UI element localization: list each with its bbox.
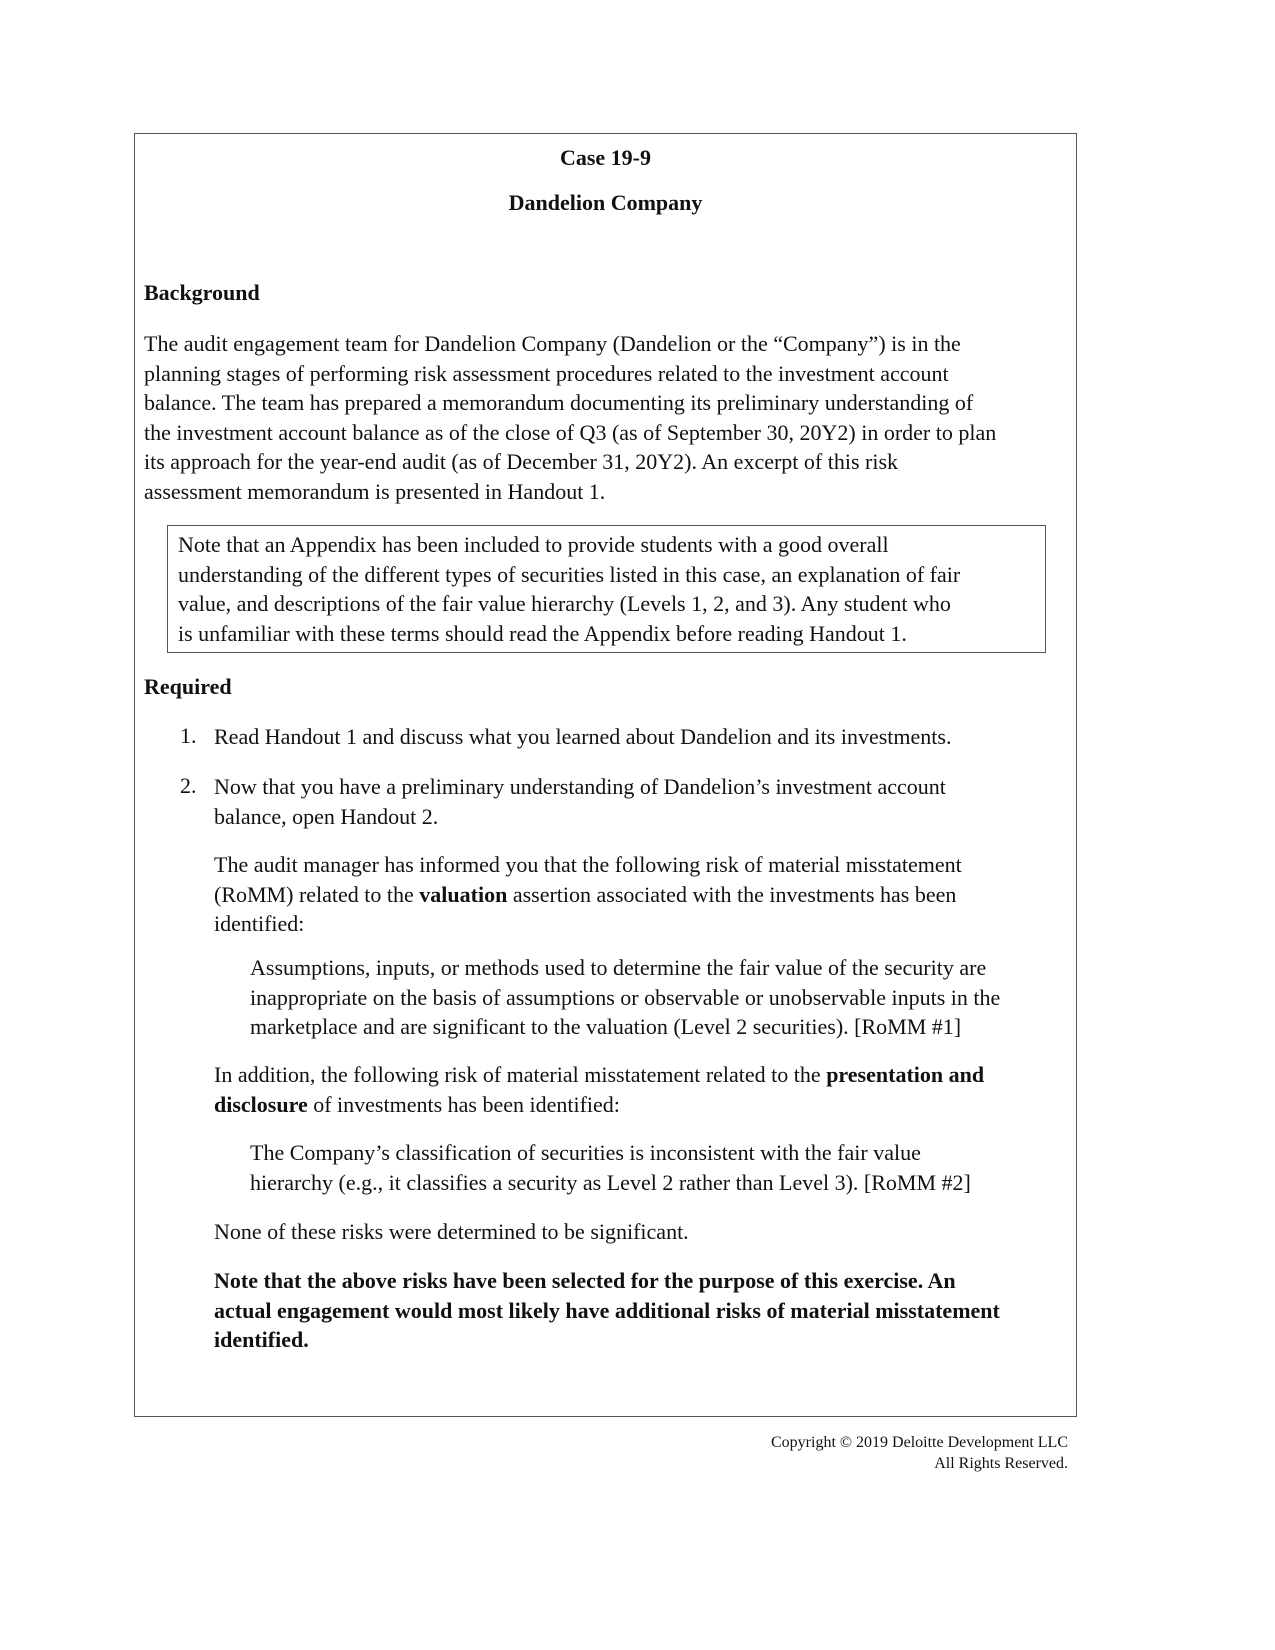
case-title: Dandelion Company — [508, 190, 703, 215]
text-line: Note that an Appendix has been included to provide students with a good overall — [178, 532, 889, 557]
bold-text: presentation and — [826, 1062, 985, 1087]
text-line — [214, 1090, 984, 1120]
text-segment: of investments has been identified: — [307, 1091, 620, 1117]
text-line: The audit engagement team for Dandelion Company (Dandelion or the “Company”) is in the — [144, 331, 961, 356]
text-line: balance, open Handout 2. — [214, 803, 439, 829]
item-2-text — [214, 772, 946, 831]
background-paragraph — [144, 329, 996, 506]
none-significant-paragraph — [214, 1217, 689, 1247]
text-line: value, and descriptions of the fair value hierarchy (Levels 1, 2, and 3). Any student who — [178, 591, 951, 616]
text-line: Read Handout 1 and discuss what you learned about Dandelion and its investments. — [214, 724, 952, 749]
text-line — [214, 880, 962, 910]
text-line: planning stages of performing risk assessment procedures related to the investment account — [144, 360, 949, 386]
manager-paragraph — [214, 850, 962, 939]
text-line: balance. The team has prepared a memorandum documenting its preliminary understanding of — [144, 390, 974, 415]
addition-paragraph — [214, 1060, 984, 1119]
footer-copyright: Copyright © 2019 Deloitte Development LLC — [771, 1434, 1068, 1451]
romm-1-quote — [250, 953, 1000, 1042]
text-line: Now that you have a preliminary understanding of Dandelion’s investment account — [214, 774, 946, 799]
bold-text: Note that the above risks have been selected for the purpose of this exercise. An — [214, 1268, 956, 1293]
text-line: inappropriate on the basis of assumptions or observable or unobservable inputs in the — [250, 984, 1001, 1010]
text-line: assessment memorandum is presented in Handout 1. — [144, 478, 606, 504]
item-1-text — [214, 722, 951, 752]
text-segment: (RoMM) related to the — [214, 881, 420, 907]
background-heading: Background — [144, 280, 260, 305]
bold-text: actual engagement would most likely have additional risks of material misstatement — [214, 1297, 1000, 1323]
bold-text: disclosure — [214, 1091, 308, 1117]
text-line: understanding of the different types of securities listed in this case, an explanation of fair — [178, 561, 961, 587]
exercise-note-paragraph — [214, 1266, 1000, 1355]
footer-rights: All Rights Reserved. — [934, 1455, 1068, 1472]
text-line — [214, 1296, 1000, 1326]
text-line: identified: — [214, 911, 305, 936]
required-heading: Required — [144, 674, 232, 699]
text-line: marketplace and are significant to the valuation (Level 2 securities). [RoMM #1] — [250, 1014, 962, 1039]
text-line — [214, 1266, 1000, 1296]
text-line: Assumptions, inputs, or methods used to determine the fair value of the security are — [250, 955, 987, 980]
text-segment: assertion associated with the investments has been — [507, 881, 957, 907]
appendix-note — [178, 530, 960, 648]
text-line — [214, 1325, 1000, 1355]
item-2-number: 2. — [180, 773, 197, 798]
bold-text: identified. — [214, 1327, 309, 1352]
text-line: The audit manager has informed you that the following risk of material misstatement — [214, 852, 962, 877]
text-line: the investment account balance as of the close of Q3 (as of September 30, 20Y2) in order to plan — [144, 419, 997, 445]
item-1-number: 1. — [180, 723, 197, 748]
text-line: The Company’s classification of securities is inconsistent with the fair value — [250, 1140, 921, 1165]
text-line — [214, 1060, 984, 1090]
text-line: None of these risks were determined to be significant. — [214, 1219, 689, 1244]
text-segment: In addition, the following risk of material misstatement related to the — [214, 1062, 827, 1087]
case-number: Case 19-9 — [559, 145, 652, 170]
romm-2-quote — [250, 1138, 971, 1197]
text-line: is unfamiliar with these terms should read the Appendix before reading Handout 1. — [178, 620, 907, 646]
bold-text: valuation — [419, 881, 508, 907]
text-line: its approach for the year-end audit (as of December 31, 20Y2). An excerpt of this risk — [144, 449, 899, 474]
text-line: hierarchy (e.g., it classifies a security as Level 2 rather than Level 3). [RoMM #2] — [250, 1169, 971, 1195]
